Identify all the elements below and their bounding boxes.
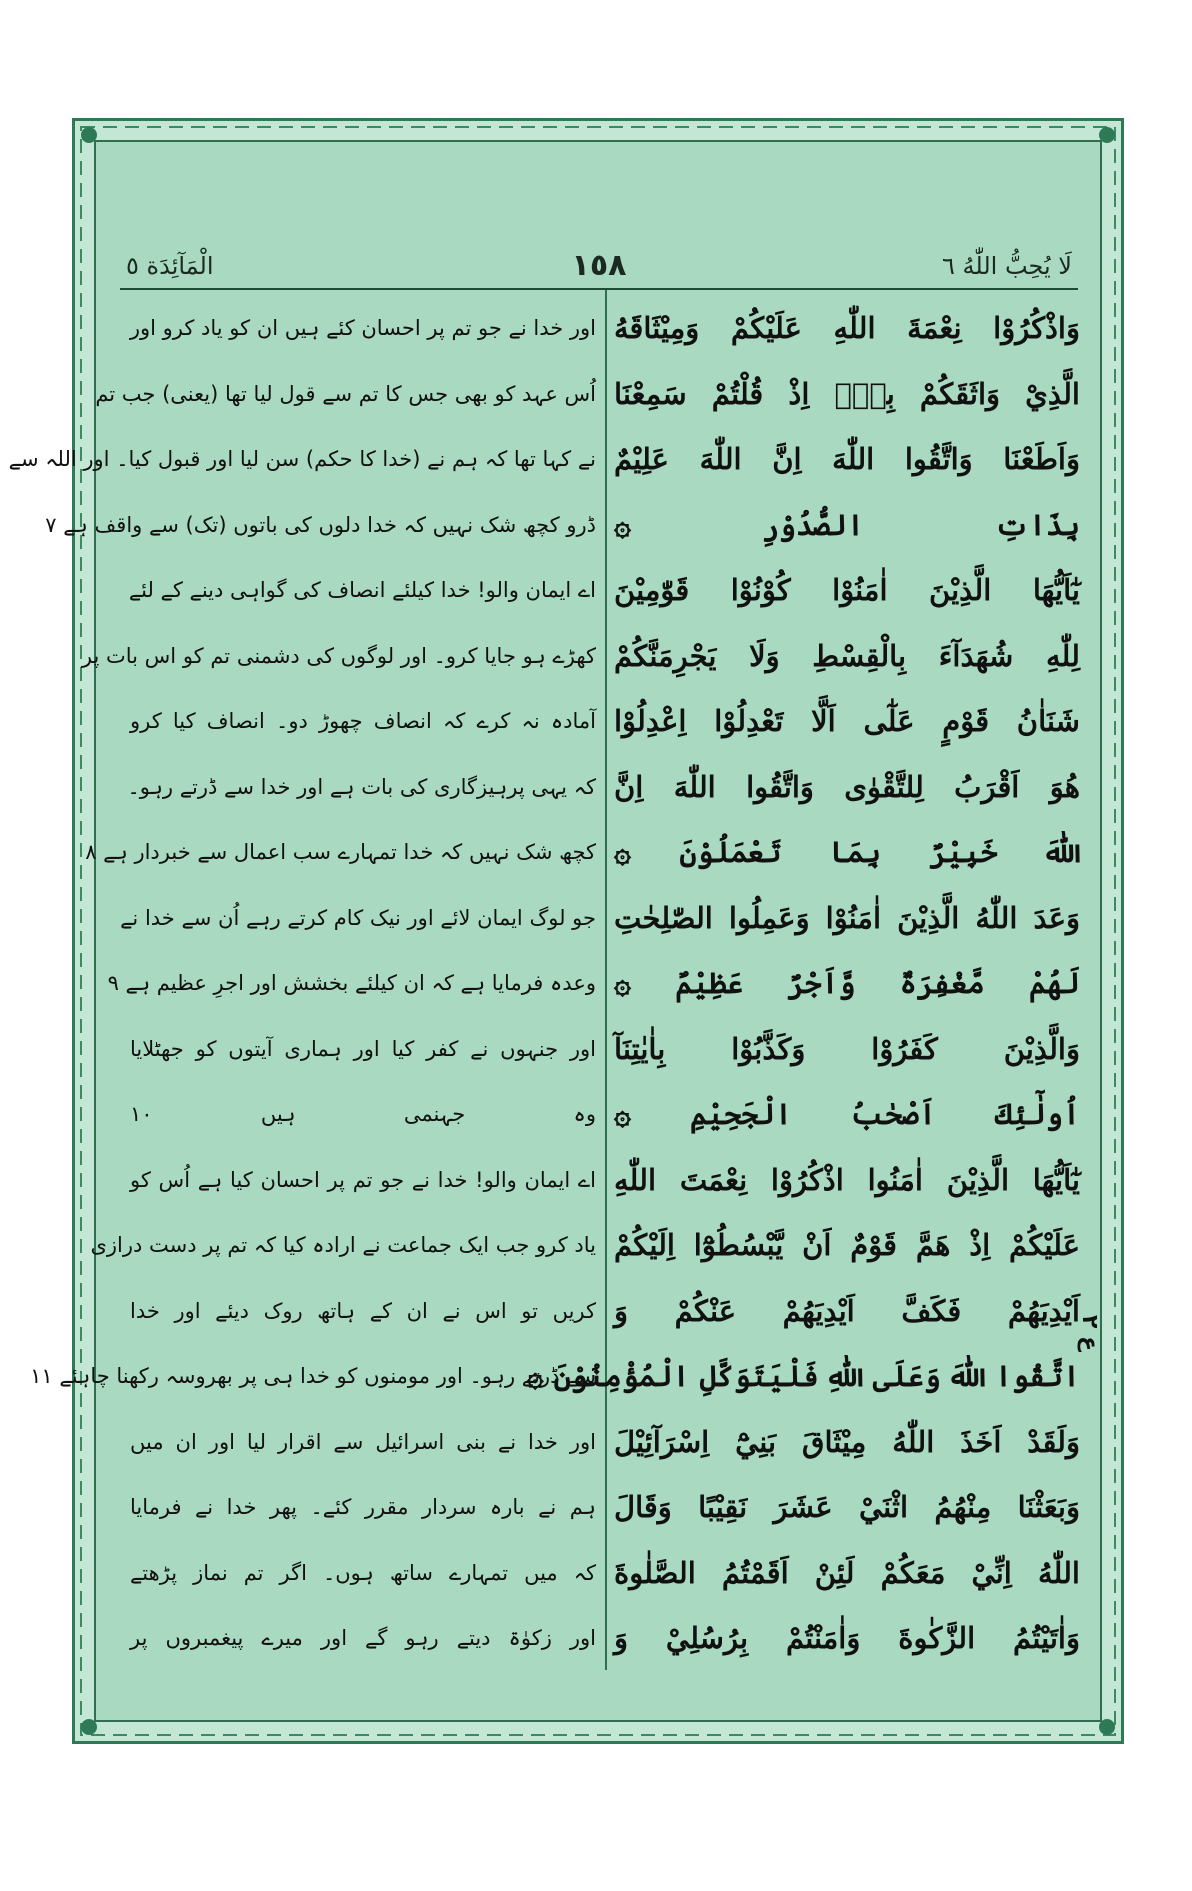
arabic-line: اَيْدِيَهُمْ فَكَفَّ اَيْدِيَهُمْ عَنْكُمْ وَ	[614, 1293, 1080, 1328]
arabic-line: اللّٰهُ اِنِّيْ مَعَكُمْ لَئِنْ اَقَمْتُمُ الصَّلٰوةَ	[614, 1555, 1080, 1590]
page-number: ١٥٨	[571, 248, 627, 283]
urdu-line: کھڑے ہو جایا کرو۔ اور لوگوں کی دشمنی تم کو اس بات پر	[81, 643, 596, 668]
urdu-line: نے کہا تھا کہ ہم نے (خدا کا حکم) سن لیا اور قبول کیا۔ اور اللہ سے	[8, 447, 596, 471]
page-header	[120, 248, 1078, 290]
arabic-line: بِذَاتِ الصُّدُوْرِ ۞	[614, 507, 1080, 542]
urdu-line: جو لوگ ایمان لائے اور نیک کام کرتے رہے اُن سے خدا نے	[120, 905, 596, 930]
urdu-line: وعدہ فرمایا ہے کہ ان کیلئے بخشش اور اجرِ عظیم ہے ۹	[107, 971, 596, 995]
urdu-line: اور جنہوں نے کفر کیا اور ہماری آیتوں کو جھٹلایا	[130, 1036, 596, 1061]
arabic-line: وَالَّذِيْنَ كَفَرُوْا وَكَذَّبُوْا بِاٰيٰتِنَآ	[614, 1031, 1080, 1066]
urdu-line: اے ایمان والو! خدا نے جو تم پر احسان کیا ہے اُس کو	[130, 1167, 596, 1192]
urdu-line: کہ یہی پرہیزگاری کی بات ہے اور خدا سے ڈرتے رہو۔	[127, 774, 596, 799]
surah-part-label: لَا يُحِبُّ اللّٰهُ ٦	[942, 252, 1072, 280]
arabic-line: وَلَقَدْ اَخَذَ اللّٰهُ مِيْثَاقَ بَنِيْٓ اِسْرَآئِيْلَ	[614, 1424, 1080, 1459]
arabic-line: الَّذِيْ وَاثَقَكُمْ بِهٖٓ اِذْ قُلْتُمْ سَمِعْنَا	[614, 376, 1080, 411]
arabic-line: وَاٰتَيْتُمُ الزَّكٰوةَ وَاٰمَنْتُمْ بِرُسُلِيْ وَ	[614, 1621, 1080, 1655]
arabic-line: شَنَاٰنُ قَوْمٍ عَلٰٓى اَلَّا تَعْدِلُوْا اِعْدِلُوْا	[614, 704, 1080, 738]
column-divider	[605, 290, 607, 1670]
surah-name-label: الْمَآئِدَة ٥	[126, 252, 214, 280]
arabic-line: اللّٰهَ خَبِيْرٌ بِمَا تَعْمَلُوْنَ ۞	[614, 835, 1080, 869]
urdu-line: یاد کرو جب ایک جماعت نے ارادہ کیا کہ تم پر دست درازی	[90, 1233, 596, 1257]
urdu-line: وہ جہنمی ہیں ۱۰	[130, 1102, 596, 1126]
urdu-line: کہ میں تمہارے ساتھ ہوں۔ اگر تم نماز پڑھتے	[130, 1560, 596, 1585]
arabic-line: اُولٰٓئِكَ اَصْحٰبُ الْجَحِيْمِ ۞	[614, 1097, 1080, 1131]
arabic-line: عَلَيْكُمْ اِذْ هَمَّ قَوْمٌ اَنْ يَّبْسُطُوْٓا اِلَيْكُمْ	[614, 1228, 1080, 1262]
urdu-line: اور خدا نے بنی اسرائیل سے اقرار لیا اور ان میں	[130, 1429, 596, 1454]
urdu-line: آمادہ نہ کرے کہ انصاف چھوڑ دو۔ انصاف کیا کرو	[130, 709, 596, 733]
urdu-line: ہم نے بارہ سردار مقرر کئے۔ پھر خدا نے فرمایا	[130, 1495, 596, 1519]
urdu-line: اُس عہد کو بھی جس کا تم سے قول لیا تھا (یعنی) جب تم	[95, 381, 596, 406]
arabic-line: وَاذْكُرُوْا نِعْمَةَ اللّٰهِ عَلَيْكُمْ وَمِيْثَاقَهُ	[614, 311, 1080, 345]
urdu-line: کچھ شک نہیں کہ خدا تمہارے سب اعمال سے خبردار ہے ۸	[85, 840, 596, 864]
arabic-line: يٰٓاَيُّهَا الَّذِيْنَ اٰمَنُوا اذْكُرُوْا نِعْمَتَ اللّٰهِ	[614, 1162, 1080, 1197]
arabic-line: وَاَطَعْنَا وَاتَّقُوا اللّٰهَ اِنَّ اللّٰهَ عَلِيْمٌ	[614, 442, 1080, 476]
urdu-line: اے ایمان والو! خدا کیلئے انصاف کی گواہی دینے کے لئے	[128, 578, 596, 602]
arabic-column	[526, 296, 1080, 1672]
urdu-line: کریں تو اس نے ان کے ہاتھ روک دیئے اور خدا	[130, 1298, 596, 1323]
arabic-line: وَبَعَثْنَا مِنْهُمُ اثْنَيْ عَشَرَ نَقِيْبًا وَقَالَ	[614, 1490, 1080, 1524]
urdu-line: ڈرو کچھ شک نہیں کہ خدا دلوں کی باتوں (تک) سے واقف ہے ۷	[45, 512, 596, 537]
arabic-line: وَعَدَ اللّٰهُ الَّذِيْنَ اٰمَنُوْا وَعَمِلُوا الصّٰلِحٰتِ	[614, 900, 1080, 935]
arabic-line: يٰٓاَيُّهَا الَّذِيْنَ اٰمَنُوْا كُوْنُوْا قَوّٰمِيْنَ	[614, 573, 1080, 607]
urdu-line: اور زکوٰۃ دیتے رہو گے اور میرے پیغمبروں پر	[130, 1626, 596, 1650]
urdu-line: سے ڈرتے رہو۔ اور مومنوں کو خدا ہی پر بھروسہ رکھنا چاہئے ۱۱	[30, 1364, 596, 1388]
arabic-line: لِلّٰهِ شُهَدَآءَ بِالْقِسْطِ وَلَا يَجْرِمَنَّكُمْ	[614, 638, 1080, 673]
ruku-marker: ع ۲	[1077, 1315, 1102, 1352]
urdu-line: اور خدا نے جو تم پر احسان کئے ہیں ان کو یاد کرو اور	[129, 316, 596, 340]
arabic-line: اتَّقُوا اللّٰهَ وَعَلَى اللّٰهِ فَلْيَتَوَكَّلِ الْمُؤْمِنُوْنَ ۞	[526, 1359, 1080, 1393]
urdu-translation-column	[8, 296, 596, 1672]
arabic-line: لَهُمْ مَّغْفِرَةٌ وَّاَجْرٌ عَظِيْمٌ ۞	[614, 966, 1080, 1000]
arabic-line: هُوَ اَقْرَبُ لِلتَّقْوٰى وَاتَّقُوا اللّٰهَ اِنَّ	[614, 769, 1080, 804]
